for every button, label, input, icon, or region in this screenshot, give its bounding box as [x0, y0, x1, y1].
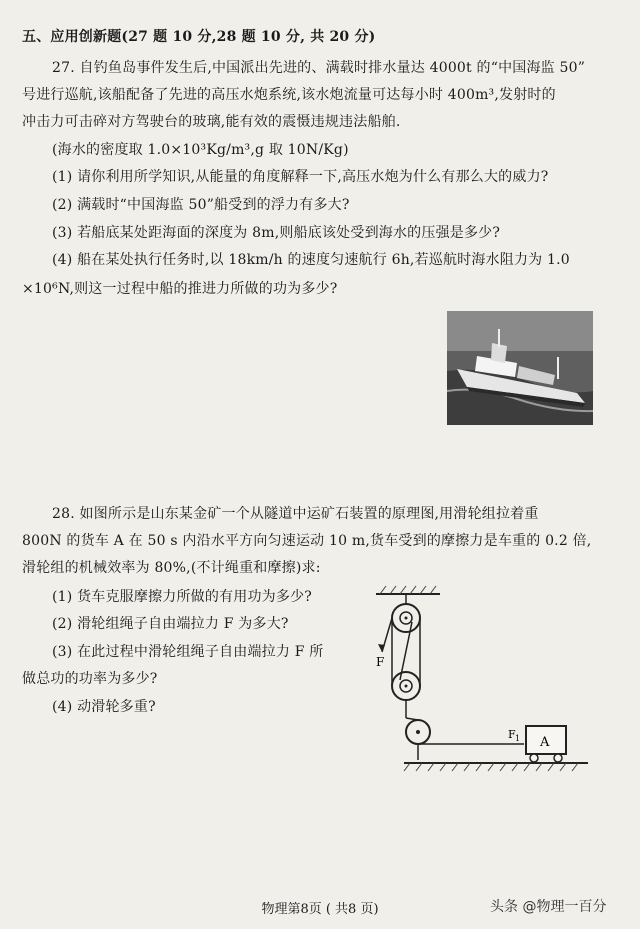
q28-line: 800N 的货车 A 在 50 s 内沿水平方向匀速运动 10 m,货车受到的摩擦力是车重的 0.2 倍, — [22, 533, 592, 549]
q27-line: ×10⁶N,则这一过程中船的推进力所做的功为多少? — [22, 281, 338, 297]
ship-illustration — [447, 311, 593, 425]
q28-line: 做总功的功率为多少? — [22, 671, 158, 687]
force-label-f1-subscript: 1 — [515, 734, 521, 743]
q27-line: 号进行巡航,该船配备了先进的高压水炮系统,该水炮流量可达每小时 400m³,发射时的 — [22, 87, 556, 103]
q28-line: (3) 在此过程中滑轮组绳子自由端拉力 F 所 — [52, 644, 324, 660]
q27-line: (3) 若船底某处距海面的深度为 8m,则船底该处受到海水的压强是多少? — [52, 225, 501, 241]
q27-line: (2) 满载时“中国海监 50”船受到的浮力有多大? — [52, 197, 350, 213]
q28-line: 滑轮组的机械效率为 80%,(不计绳重和摩擦)求: — [22, 560, 321, 576]
q27-line: (海水的密度取 1.0×10³Kg/m³,g 取 10N/Kg) — [52, 142, 349, 158]
q28-line: (2) 滑轮组绳子自由端拉力 F 为多大? — [52, 616, 289, 632]
q28-line: (4) 动滑轮多重? — [52, 699, 156, 715]
q27-line: 冲击力可击碎对方驾驶台的玻璃,能有效的震慑违规违法船舶. — [22, 114, 401, 130]
q28-line: (1) 货车克服摩擦力所做的有用功为多少? — [52, 589, 312, 605]
force-label-f: F — [376, 655, 385, 669]
section-heading: 五、应用创新题(27 题 10 分,28 题 10 分, 共 20 分) — [22, 29, 376, 45]
cart-label-a: A — [540, 735, 550, 750]
pulley-diagram — [374, 582, 594, 782]
watermark: 头条 @物理一百分 — [490, 899, 607, 915]
q28-line: 28. 如图所示是山东某金矿一个从隧道中运矿石装置的原理图,用滑轮组拉着重 — [52, 506, 539, 522]
page-footer: 物理第8页 ( 共8 页) — [261, 902, 379, 917]
ship-photo — [447, 311, 593, 425]
q27-line: 27. 自钓鱼岛事件发生后,中国派出先进的、满载时排水量达 4000t 的“中国海监 50” — [52, 60, 586, 76]
q27-line: (4) 船在某处执行任务时,以 18km/h 的速度匀速航行 6h,若巡航时海水阻力为 1.0 — [52, 252, 570, 268]
q27-line: (1) 请你利用所学知识,从能量的角度解释一下,高压水炮为什么有那么大的威力? — [52, 169, 549, 185]
force-label-f1: F — [508, 728, 516, 741]
